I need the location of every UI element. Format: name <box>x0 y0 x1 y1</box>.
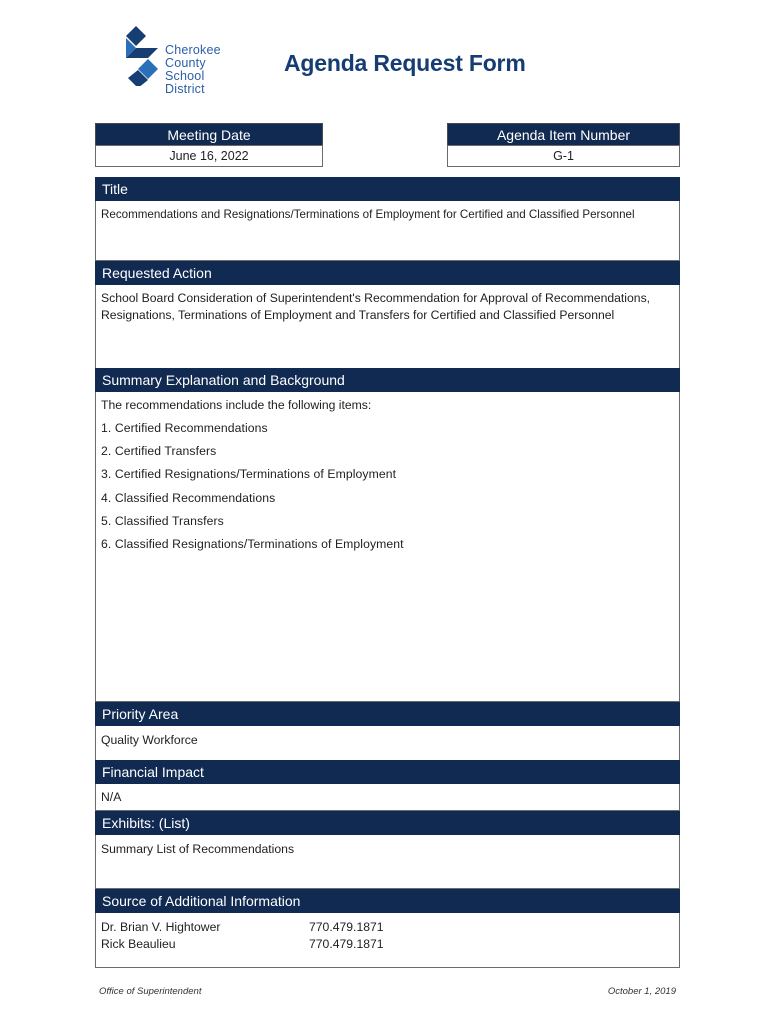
financial-impact-text: N/A <box>95 784 680 811</box>
exhibits-section <box>95 811 680 889</box>
requested-action-text: School Board Consideration of Superintendent's Recommendation for Approval of Recommendations, Resignations, Terminations of Employment and Transfers for Certified and Classified Personnel <box>95 285 680 369</box>
list-item: 4. Classified Recommendations <box>101 490 276 505</box>
contact-phone: 770.479.1871 <box>309 920 384 934</box>
page-title: Agenda Request Form <box>284 50 526 76</box>
source-section <box>95 889 680 968</box>
priority-area-header: Priority Area <box>95 702 680 726</box>
priority-area-section <box>95 702 680 761</box>
logo-mark-icon <box>124 26 162 86</box>
meeting-date-box <box>95 123 323 167</box>
source-header: Source of Additional Information <box>95 889 680 913</box>
title-section-text: Recommendations and Resignations/Terminations of Employment for Certified and Classified Personnel <box>95 201 680 261</box>
financial-impact-section <box>95 760 680 811</box>
summary-intro: The recommendations include the following items: <box>101 398 372 412</box>
list-item: 1. Certified Recommendations <box>101 421 268 435</box>
logo-line: Cherokee <box>165 43 221 57</box>
list-item: 6. Classified Resignations/Terminations of Employment <box>101 536 404 551</box>
meeting-date-label: Meeting Date <box>95 123 323 145</box>
summary-body <box>95 392 680 702</box>
priority-area-text: Quality Workforce <box>95 726 680 761</box>
source-body <box>95 913 680 968</box>
footer-date: October 1, 2019 <box>607 986 676 997</box>
contact-row <box>101 919 674 936</box>
list-item: 5. Classified Transfers <box>101 513 224 528</box>
exhibits-text: Summary List of Recommendations <box>95 835 680 889</box>
contact-phone: 770.479.1871 <box>309 936 384 951</box>
list-item: 2. Certified Transfers <box>101 444 217 459</box>
logo-text <box>165 44 221 96</box>
summary-section <box>95 368 680 702</box>
requested-action-section <box>95 261 680 369</box>
contact-name: Dr. Brian V. Hightower <box>101 920 221 934</box>
agenda-item-label: Agenda Item Number <box>447 123 680 145</box>
title-section <box>95 177 680 261</box>
logo-line: School <box>165 69 205 83</box>
meeting-date-value: June 16, 2022 <box>95 145 323 167</box>
logo-line: County <box>165 56 206 70</box>
exhibits-header: Exhibits: (List) <box>95 811 680 835</box>
agenda-item-value: G-1 <box>447 145 680 167</box>
contact-row <box>101 936 674 953</box>
title-section-header: Title <box>95 177 680 201</box>
district-logo <box>124 26 234 100</box>
summary-header: Summary Explanation and Background <box>95 368 680 392</box>
financial-impact-header: Financial Impact <box>95 760 680 784</box>
requested-action-header: Requested Action <box>95 261 680 285</box>
footer-office: Office of Superintendent <box>99 986 202 997</box>
list-item: 3. Certified Resignations/Terminations of Employment <box>101 467 397 482</box>
agenda-item-box <box>447 123 680 167</box>
logo-line: District <box>165 82 205 96</box>
contact-name: Rick Beaulieu <box>101 936 176 951</box>
